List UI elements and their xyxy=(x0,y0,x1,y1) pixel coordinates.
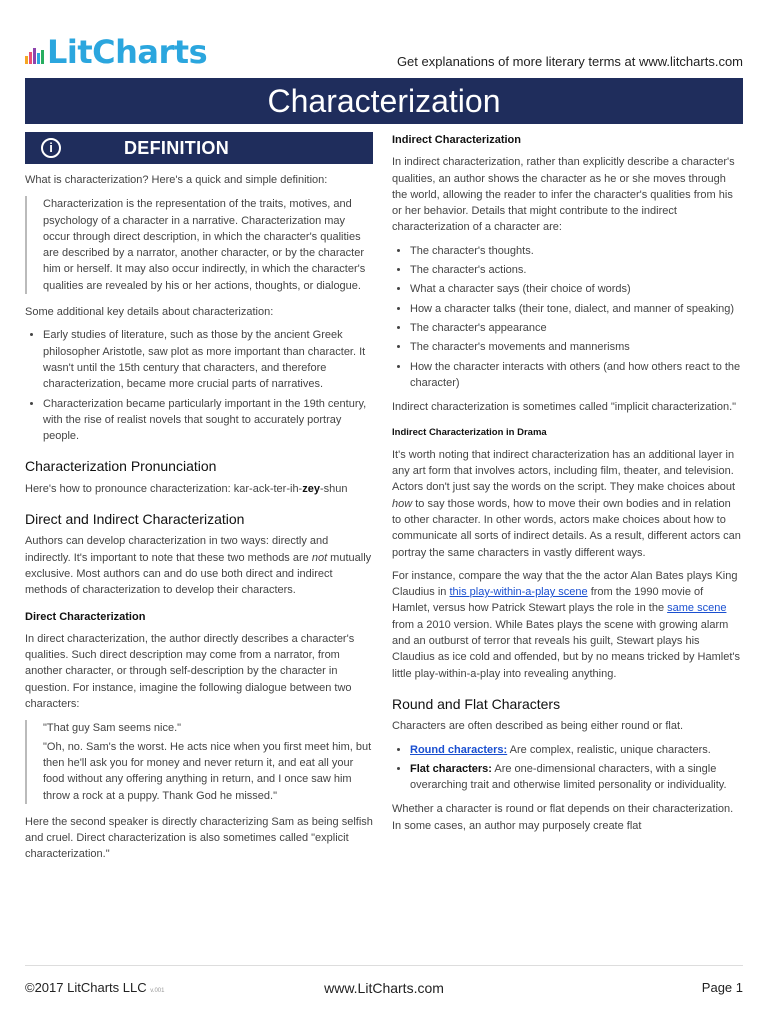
definition-quote-text: Characterization is the representation of the traits, motives, and psychology of a character in a narrative. Characterization may occur through direct description, in which the character's qualities are described by a narrator, another character, or by the character him or herself. It may also occur indirectly, in which the character's qualities are revealed by his or her actions, thoughts, or dialogue. xyxy=(43,198,366,292)
right-column xyxy=(392,132,742,841)
list-item: • The character's appearance xyxy=(410,320,742,336)
definition-banner xyxy=(25,132,373,164)
direct-paragraph-1: In direct characterization, the author directly describes a character's qualities. Such direct description may come from a narrator, from another character, or through self-description by the character in question. For instance, imagine the following dialogue between two characters: xyxy=(25,632,355,711)
round-flat-list xyxy=(392,742,742,794)
drama-paragraph-2: For instance, compare the way that the the actor Alan Bates plays King Claudius in this play-within-a-play scene from the 1990 movie of Hamlet, versus how Patrick Stewart plays the role in the same scene from a 2010 version. While Bates plays the scene with growing alarm and an outburst of terror that reveals his guilt, Stewart plays his Claudius as ice cold and offended, but by no means tricked by Hamlet's little play-within-a-play into revealing anything. xyxy=(392,569,740,680)
indirect-paragraph-1: In indirect characterization, rather than explicitly describe a character's qualities, an author shows the character as he or she moves through the world, allowing the reader to infer the character's qualities from his or her behavior. Details that might contribute to the indirect characterization of a character are: xyxy=(392,156,735,234)
dialogue-line-1: "That guy Sam seems nice." xyxy=(43,722,182,735)
key-details-intro: Some additional key details about characterization: xyxy=(25,306,274,319)
list-item: • What a character says (their choice of words) xyxy=(410,281,742,297)
round-flat-intro: Characters are often described as being either round or flat. xyxy=(392,720,684,733)
round-flat-heading: Round and Flat Characters xyxy=(392,695,561,712)
pronunciation-heading: Characterization Pronunciation xyxy=(25,458,217,475)
same-scene-link[interactable]: same scene xyxy=(667,602,727,615)
dialogue-quote xyxy=(25,720,373,803)
list-item: • The character's movements and mannerisms xyxy=(410,339,742,355)
list-item: • The character's thoughts. xyxy=(410,243,742,259)
page-footer xyxy=(25,980,743,1000)
left-column xyxy=(25,132,373,870)
list-item: • Early studies of literature, such as those by the ancient Greek philosopher Aristotle, saw plot as more important than character. It wasn't until the 15th century that characters, and therefore characterization, became more crucial parts of narratives. xyxy=(43,327,373,392)
page-title: Characterization xyxy=(25,78,743,124)
dialogue-line-2: "Oh, no. Sam's the worst. He acts nice when you first meet him, but then he'll ask you for money and never return it, and eat all your food without any offering anything in return, and I once saw him throw a rock at a puppy. Thank God he missed." xyxy=(43,740,372,802)
footer-divider xyxy=(25,965,743,966)
footer-site-link[interactable]: www.LitCharts.com xyxy=(324,980,444,996)
header-tagline: Get explanations of more literary terms at www.litcharts.com xyxy=(396,54,743,69)
key-details-list xyxy=(25,327,373,444)
definition-intro: What is characterization? Here's a quick and simple definition: xyxy=(25,174,328,186)
litcharts-logo[interactable] xyxy=(25,34,207,70)
footer-copyright: ©2017 LitCharts LLC v.001 xyxy=(25,980,165,995)
list-item: • How the character interacts with others (and how others react to the character) xyxy=(410,359,742,392)
list-item: • Flat characters: Are one-dimensional characters, with a single overarching trait and otherwise limited personality or individuality. xyxy=(410,761,742,794)
play-within-a-play-link[interactable]: this play-within-a-play scene xyxy=(449,586,588,599)
list-item: • Characterization became particularly important in the 19th century, with the rise of realist novels that sought to accurately portray people. xyxy=(43,396,373,445)
list-item: • How a character talks (their tone, dialect, and manner of speaking) xyxy=(410,301,742,317)
drama-paragraph-1: It's worth noting that indirect characterization has an additional layer in any art form that involves actors, including film, theater, and television. Actors don't just say the words on the script. They make choices about how to say those words, how to move their own bodies and in relation to other character. In other words, actors make choices about how to communicate all sorts of indirect details. As a result, different actors can portray the same characters in vastly different ways. xyxy=(392,448,741,559)
definition-label: DEFINITION xyxy=(124,137,229,158)
direct-paragraph-2: Here the second speaker is directly characterizing Sam as being selfish and cruel. Direct characterization is also sometimes called "explicit characterization." xyxy=(25,815,373,861)
list-item: • Round characters: Are complex, realistic, unique characters. xyxy=(410,742,742,758)
pronunciation-text: Here's how to pronounce characterization: kar-ack-ter-ih-zey-shun xyxy=(25,482,348,495)
direct-indirect-text: Authors can develop characterization in two ways: directly and indirectly. It's important to note that these two methods are not mutually exclusive. Most authors can and do use both direct and indirect methods of characterization to develop their characters. xyxy=(25,535,372,597)
round-characters-link[interactable]: Round characters: xyxy=(410,743,508,756)
logo-text: LitCharts xyxy=(47,33,208,71)
footer-page-number: Page 1 xyxy=(701,980,743,995)
drama-heading: Indirect Characterization in Drama xyxy=(392,427,547,439)
indirect-paragraph-2: Indirect characterization is sometimes called "implicit characterization." xyxy=(392,401,737,414)
direct-heading: Direct Characterization xyxy=(25,610,146,623)
indirect-details-list xyxy=(392,243,742,391)
direct-indirect-heading: Direct and Indirect Characterization xyxy=(25,511,245,528)
logo-bars-icon xyxy=(25,48,44,64)
indirect-heading: Indirect Characterization xyxy=(392,134,521,146)
definition-quote xyxy=(25,196,373,294)
round-flat-closing: Whether a character is round or flat depends on their characterization. In some cases, an author may purposely create flat xyxy=(392,803,734,832)
page-header xyxy=(25,34,743,74)
list-item: • The character's actions. xyxy=(410,262,742,278)
info-icon: i xyxy=(41,138,61,158)
